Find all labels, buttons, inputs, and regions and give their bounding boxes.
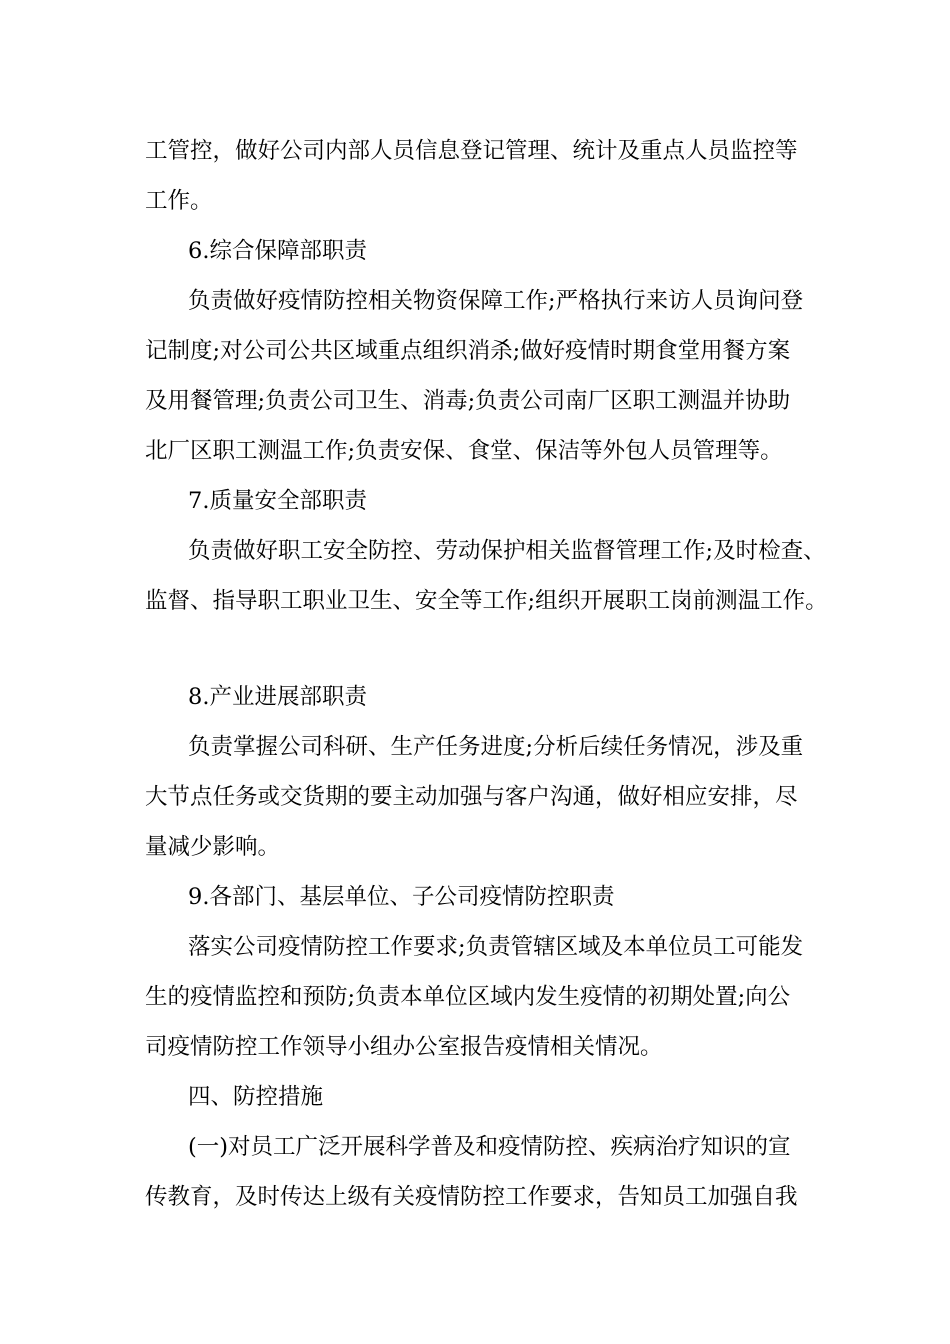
text-line: 落实公司疫情防控工作要求;负责管辖区域及本单位员工可能发 xyxy=(188,934,804,960)
text-line: 负责做好职工安全防控、劳动保护相关监督管理工作;及时检查、 xyxy=(188,538,826,564)
text-line: 监督、指导职工职业卫生、安全等工作;组织开展职工岗前测温工作。 xyxy=(145,588,828,614)
text-line: 传教育，及时传达上级有关疫情防控工作要求，告知员工加强自我 xyxy=(145,1184,798,1210)
section-heading: 7.质量安全部职责 xyxy=(188,488,367,514)
section-heading: 6.综合保障部职责 xyxy=(188,238,367,264)
text-line: 北厂区职工测温工作;负责安保、食堂、保洁等外包人员管理等。 xyxy=(145,438,783,464)
text-line: (一)对员工广泛开展科学普及和疫情防控、疾病治疗知识的宣 xyxy=(188,1134,791,1160)
text-line: 工作。 xyxy=(145,188,213,214)
section-heading: 8.产业进展部职责 xyxy=(188,684,367,710)
text-line: 负责掌握公司科研、生产任务进度;分析后续任务情况，涉及重 xyxy=(188,734,804,760)
text-line: 生的疫情监控和预防;负责本单位区域内发生疫情的初期处置;向公 xyxy=(145,984,791,1010)
text-line: 大节点任务或交货期的要主动加强与客户沟通，做好相应安排，尽 xyxy=(145,784,798,810)
section-heading: 9.各部门、基层单位、子公司疫情防控职责 xyxy=(188,884,615,910)
text-line: 工管控，做好公司内部人员信息登记管理、统计及重点人员监控等 xyxy=(145,138,798,164)
text-line: 负责做好疫情防控相关物资保障工作;严格执行来访人员询问登 xyxy=(188,288,804,314)
section-heading: 四、防控措施 xyxy=(188,1084,324,1110)
text-line: 及用餐管理;负责公司卫生、消毒;负责公司南厂区职工测温并协助 xyxy=(145,388,791,414)
text-line: 司疫情防控工作领导小组办公室报告疫情相关情况。 xyxy=(145,1034,663,1060)
text-line: 量减少影响。 xyxy=(145,834,281,860)
text-line: 记制度;对公司公共区域重点组织消杀;做好疫情时期食堂用餐方案 xyxy=(145,338,791,364)
